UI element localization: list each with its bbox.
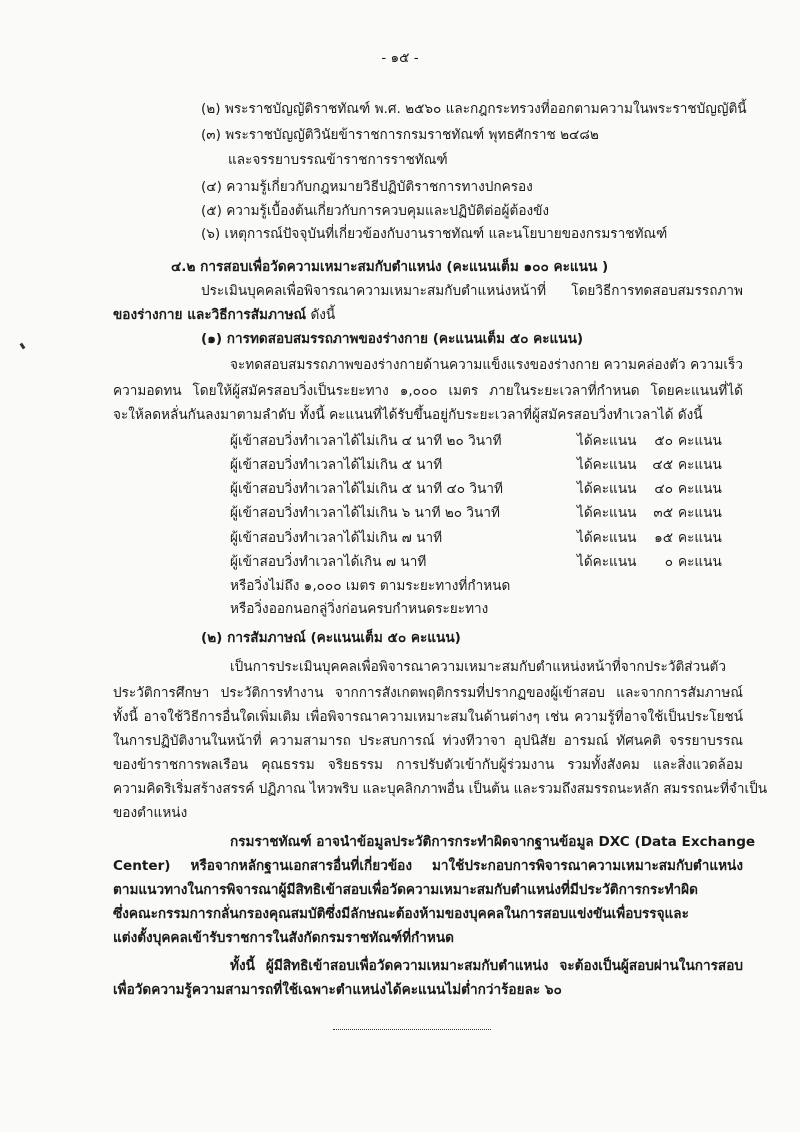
interview-para-line: ของข้าราชการพลเรือน คุณธรรม จริยธรรม การปรับตัวเข้ากับผู้ร่วมงาน รวมทั้งสังคม และสิ่งแวดล้อม xyxy=(113,757,743,773)
interview-para-line: เป็นการประเมินบุคคลเพื่อพิจารณาความเหมาะสมกับตำแหน่งหน้าที่จากประวัติส่วนตัว xyxy=(230,659,726,675)
dxc-para-line: กรมราชทัณฑ์ อาจนำข้อมูลประวัติการกระทำผิดจากฐานข้อมูล DXC (Data Exchange xyxy=(230,834,756,850)
dotted-divider xyxy=(333,1029,491,1030)
score-label: ได้คะแนน xyxy=(577,554,637,570)
dxc-para-line: Center) หรือจากหลักฐานเอกสารอื่นที่เกี่ยวข้อง มาใช้ประกอบการพิจารณาความเหมาะสมกับตำแหน่ง xyxy=(113,858,743,874)
score-points: ๐ xyxy=(664,554,673,570)
score-points: ๔๐ xyxy=(654,481,673,497)
intro-rest-text: ดังนี้ xyxy=(306,307,336,323)
score-points: ๑๕ xyxy=(654,530,673,546)
fitness-para-line: จะทดสอบสมรรถภาพของร่างกายด้านความแข็งแรงของร่างกาย ความคล่องตัว ความเร็ว xyxy=(230,357,743,373)
list-item: (๒) พระราชบัญญัติราชทัณฑ์ พ.ศ. ๒๕๖๐ และกฎกระทรวงที่ออกตามความในพระราชบัญญัตินี้ xyxy=(201,101,747,117)
score-unit: คะแนน xyxy=(678,481,722,497)
section-heading: ๔.๒ การสอบเพื่อวัดความเหมาะสมกับตำแหน่ง (คะแนนเต็ม ๑๐๐ คะแนน ) xyxy=(171,259,609,275)
page-number: - ๑๕ - xyxy=(381,50,419,66)
score-condition: ผู้เข้าสอบวิ่งทำเวลาได้เกิน ๗ นาที xyxy=(230,554,427,570)
score-note: หรือวิ่งไม่ถึง ๑,๐๐๐ เมตร ตามระยะทางที่กำหนด xyxy=(230,578,511,594)
score-unit: คะแนน xyxy=(678,433,722,449)
score-points: ๕๐ xyxy=(654,433,673,449)
list-item-continuation: และจรรยาบรรณข้าราชการราชทัณฑ์ xyxy=(228,152,448,168)
score-points: ๔๕ xyxy=(652,457,673,473)
dxc-para-line: ซึ่งคณะกรรมการกลั่นกรองคุณสมบัติซึ่งมีลักษณะต้องห้ามของบุคคลในการสอบแข่งขันเพื่อบรรจุและ xyxy=(113,906,689,922)
score-label: ได้คะแนน xyxy=(577,481,637,497)
interview-para-line: ประวัติการศึกษา ประวัติการทำงาน จากการสังเกตพฤติกรรมที่ปรากฏของผู้เข้าสอบ และจากการสัมภาษณ์ xyxy=(113,685,743,701)
score-note: หรือวิ่งออกนอกลู่วิ่งก่อนครบกำหนดระยะทาง xyxy=(230,601,489,617)
intro-bold-text: ของร่างกาย และวิธีการสัมภาษณ์ xyxy=(113,307,307,323)
interview-para-line: ความคิดริเริ่มสร้างสรรค์ ปฏิภาณ ไหวพริบ และบุคลิกภาพอื่น เป็นต้น และรวมถึงสมรรถนะหลัก สมรรถนะที่จำเป็น xyxy=(113,781,768,797)
list-item: (๕) ความรู้เบื้องต้นเกี่ยวกับการควบคุมและปฏิบัติต่อผู้ต้องขัง xyxy=(201,203,550,219)
section-intro-line xyxy=(113,305,335,325)
list-item: (๔) ความรู้เกี่ยวกับกฎหมายวิธีปฏิบัติราชการทางปกครอง xyxy=(201,179,533,195)
interview-para-line: ทั้งนี้ อาจใช้วิธีการอื่นใดเพิ่มเติม เพื่อพิจารณาความเหมาะสมในด้านต่างๆ เช่น ความรู้ที่อาจใช้เป็นประโยชน์ xyxy=(113,709,743,725)
score-label: ได้คะแนน xyxy=(577,433,637,449)
score-condition: ผู้เข้าสอบวิ่งทำเวลาได้ไม่เกิน ๕ นาที xyxy=(230,457,443,473)
score-unit: คะแนน xyxy=(678,530,722,546)
score-unit: คะแนน xyxy=(678,505,722,521)
score-unit: คะแนน xyxy=(678,457,722,473)
score-label: ได้คะแนน xyxy=(577,530,637,546)
interview-para-line: ของตำแหน่ง xyxy=(113,805,188,821)
score-points: ๓๕ xyxy=(653,505,673,521)
section-intro-line: ประเมินบุคคลเพื่อพิจารณาความเหมาะสมกับตำแหน่งหน้าที่ โดยวิธีการทดสอบสมรรถภาพ xyxy=(201,283,743,299)
interview-para-line: ในการปฏิบัติงานในหน้าที่ ความสามารถ ประสบการณ์ ท่วงทีวาจา อุปนิสัย อารมณ์ ทัศนคติ จรรยาบรรณ xyxy=(113,733,743,749)
dxc-para-line: ตามแนวทางในการพิจารณาผู้มีสิทธิเข้าสอบเพื่อวัดความเหมาะสมกับตำแหน่งที่มีประวัติการกระทำผิด xyxy=(113,882,698,898)
score-condition: ผู้เข้าสอบวิ่งทำเวลาได้ไม่เกิน ๗ นาที xyxy=(230,530,443,546)
score-unit: คะแนน xyxy=(678,554,722,570)
score-condition: ผู้เข้าสอบวิ่งทำเวลาได้ไม่เกิน ๔ นาที ๒๐ วินาที xyxy=(230,433,502,449)
score-condition: ผู้เข้าสอบวิ่งทำเวลาได้ไม่เกิน ๖ นาที ๒๐ วินาที xyxy=(230,505,500,521)
score-label: ได้คะแนน xyxy=(577,457,637,473)
fitness-para-line: จะให้ลดหลั่นกันลงมาตามลำดับ ทั้งนี้ คะแนนที่ได้รับขึ้นอยู่กับระยะเวลาที่ผู้สมัครสอบวิ่งทำเวลาได้ ดังนี้ xyxy=(113,407,703,423)
score-label: ได้คะแนน xyxy=(577,505,637,521)
fitness-para-line: ความอดทน โดยให้ผู้สมัครสอบวิ่งเป็นระยะทาง ๑,๐๐๐ เมตร ภายในระยะเวลาที่กำหนด โดยคะแนนที่ได้ xyxy=(113,383,743,399)
list-item: (๖) เหตุการณ์ปัจจุบันที่เกี่ยวข้องกับงานราชทัณฑ์ และนโยบายของกรมราชทัณฑ์ xyxy=(201,226,668,242)
list-item: (๓) พระราชบัญญัติวินัยข้าราชการกรมราชทัณฑ์ พุทธศักราช ๒๔๘๒ xyxy=(201,127,599,143)
dxc-para-line: แต่งตั้งบุคคลเข้ารับราชการในสังกัดกรมราชทัณฑ์ที่กำหนด xyxy=(113,930,455,946)
fitness-heading: (๑) การทดสอบสมรรถภาพของร่างกาย (คะแนนเต็ม ๕๐ คะแนน) xyxy=(201,331,584,347)
final-para-line: เพื่อวัดความรู้ความสามารถที่ใช้เฉพาะตำแหน่งได้คะแนนไม่ต่ำกว่าร้อยละ ๖๐ xyxy=(113,982,562,998)
final-para-line: ทั้งนี้ ผู้มีสิทธิเข้าสอบเพื่อวัดความเหมาะสมกับตำแหน่ง จะต้องเป็นผู้สอบผ่านในการสอบ xyxy=(230,958,743,974)
score-condition: ผู้เข้าสอบวิ่งทำเวลาได้ไม่เกิน ๕ นาที ๔๐ วินาที xyxy=(230,481,503,497)
scan-speck xyxy=(20,343,26,350)
interview-heading: (๒) การสัมภาษณ์ (คะแนนเต็ม ๕๐ คะแนน) xyxy=(201,630,461,646)
